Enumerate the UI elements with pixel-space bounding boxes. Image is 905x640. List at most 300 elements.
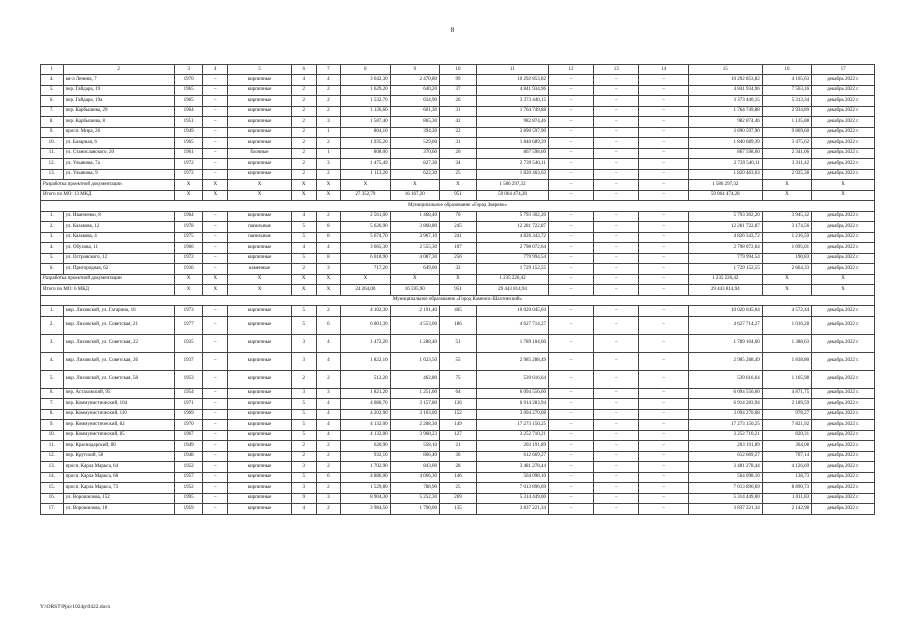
table-row bbox=[41, 138, 875, 149]
table-cell: 612 669,27 bbox=[476, 451, 548, 462]
table-cell: пер. Коммунистический, 82 bbox=[63, 420, 174, 431]
table-cell: – bbox=[639, 169, 688, 180]
table-cell: 539 616,64 bbox=[476, 370, 548, 388]
table-cell: 5 bbox=[291, 472, 316, 483]
table-cell: 24 264,00 bbox=[341, 285, 390, 296]
table-cell: 6 bbox=[316, 316, 341, 334]
table-cell: X bbox=[174, 180, 203, 191]
table-cell: 186 bbox=[439, 316, 476, 334]
table-cell: 3. bbox=[41, 232, 64, 243]
table-cell: 4 132,00 bbox=[341, 430, 390, 441]
table-cell: – bbox=[639, 420, 688, 431]
table-cell: декабрь 2022 г. bbox=[812, 399, 875, 410]
table-cell: 7 821,92 bbox=[762, 420, 811, 431]
table-cell: – bbox=[639, 106, 688, 117]
table-cell: 37 bbox=[439, 85, 476, 96]
table-cell: 14. bbox=[41, 472, 64, 483]
table-cell: X bbox=[203, 180, 228, 191]
table-cell: 55 bbox=[439, 352, 476, 370]
table-cell: – bbox=[639, 85, 688, 96]
table-cell: 30 bbox=[439, 451, 476, 462]
column-number: 2 bbox=[63, 65, 174, 75]
table-cell: – bbox=[594, 232, 639, 243]
table-cell: 5 bbox=[291, 253, 316, 264]
table-cell: 5 bbox=[291, 420, 316, 431]
table-cell: 951 bbox=[439, 190, 476, 201]
table-cell: кирпичные bbox=[228, 253, 292, 264]
table-cell: – bbox=[594, 264, 639, 275]
table-cell: – bbox=[548, 117, 593, 128]
table-cell: 1 820 463,63 bbox=[688, 169, 762, 180]
table-cell: – bbox=[594, 472, 639, 483]
table-cell: 26 bbox=[439, 96, 476, 107]
table-cell: 6 094 556,60 bbox=[476, 388, 548, 399]
table-cell: 2 341,06 bbox=[762, 148, 811, 159]
table-cell: – bbox=[639, 285, 688, 296]
column-number: 8 bbox=[341, 65, 390, 75]
table-cell: – bbox=[594, 159, 639, 170]
table-cell: – bbox=[548, 222, 593, 233]
table-cell: – bbox=[639, 399, 688, 410]
table-cell: X bbox=[341, 274, 390, 285]
table-cell: 99 bbox=[439, 75, 476, 86]
table-cell: 978,27 bbox=[762, 409, 811, 420]
table-cell: 1 840 689,39 bbox=[476, 138, 548, 149]
table-cell: 3 bbox=[316, 117, 341, 128]
table-row bbox=[41, 169, 875, 180]
table-cell: – bbox=[548, 211, 593, 222]
table-cell: кирпичные bbox=[228, 493, 292, 504]
table-cell: 10 020 045,04 bbox=[688, 306, 762, 317]
table-cell: 7 013 896,69 bbox=[476, 483, 548, 494]
table-cell: кирпичные bbox=[228, 96, 292, 107]
table-cell: 20 bbox=[439, 148, 476, 159]
table-cell: 820,31 bbox=[762, 430, 811, 441]
table-cell: декабрь 2022 г. bbox=[812, 222, 875, 233]
table-cell: X bbox=[203, 274, 228, 285]
table-cell: 564 098,10 bbox=[688, 472, 762, 483]
table-cell: 5 bbox=[291, 430, 316, 441]
table-cell: 5 bbox=[291, 232, 316, 243]
table-cell: декабрь 2022 г. bbox=[812, 127, 875, 138]
table-cell: 8 bbox=[316, 253, 341, 264]
table-cell: – bbox=[639, 253, 688, 264]
table-cell: – bbox=[639, 243, 688, 254]
table-row bbox=[41, 352, 875, 370]
table-cell: 1 113,20 bbox=[341, 169, 390, 180]
table-cell: декабрь 2022 г. bbox=[812, 243, 875, 254]
table-cell: ул. Обухова, 11 bbox=[63, 243, 174, 254]
table-cell: 601,30 bbox=[390, 106, 439, 117]
table-cell: 1967 bbox=[174, 430, 203, 441]
table-cell: 152 bbox=[439, 409, 476, 420]
table-cell: – bbox=[594, 117, 639, 128]
table-cell: декабрь 2022 г. bbox=[812, 493, 875, 504]
column-number: 1 bbox=[41, 65, 64, 75]
table-row bbox=[41, 117, 875, 128]
table-cell: 5 bbox=[291, 316, 316, 334]
table-cell: 22 bbox=[439, 127, 476, 138]
table-row bbox=[41, 504, 875, 515]
table-cell: декабрь 2022 г. bbox=[812, 441, 875, 452]
table-cell: 1 235 226,42 bbox=[476, 274, 548, 285]
table-cell: – bbox=[594, 253, 639, 264]
column-number: 5 bbox=[228, 65, 292, 75]
table-cell: декабрь 2022 г. bbox=[812, 388, 875, 399]
table-cell: 256 bbox=[439, 253, 476, 264]
table-cell: – bbox=[548, 127, 593, 138]
table-cell: 808,00 bbox=[341, 148, 390, 159]
table-cell: – bbox=[203, 472, 228, 483]
table-cell: – bbox=[203, 399, 228, 410]
table-cell: X bbox=[228, 190, 292, 201]
table-cell: каменные bbox=[228, 264, 292, 275]
table-cell: – bbox=[639, 274, 688, 285]
table-cell: 8. bbox=[41, 409, 64, 420]
table-cell: – bbox=[203, 75, 228, 86]
table-cell: 620,90 bbox=[341, 441, 390, 452]
table-cell: – bbox=[548, 334, 593, 352]
column-number: 12 bbox=[548, 65, 593, 75]
table-cell: кирпичные bbox=[228, 117, 292, 128]
table-cell: декабрь 2022 г. bbox=[812, 106, 875, 117]
table-cell: 1 790,60 bbox=[390, 504, 439, 515]
table-cell: 4 627 714,27 bbox=[476, 316, 548, 334]
table-cell: 3 bbox=[316, 493, 341, 504]
table-cell: – bbox=[594, 483, 639, 494]
table-cell: – bbox=[203, 306, 228, 317]
table-cell: кирпичные bbox=[228, 211, 292, 222]
table-cell: – bbox=[548, 430, 593, 441]
table-cell: 405 bbox=[439, 306, 476, 317]
table-cell: 70 bbox=[439, 211, 476, 222]
table-cell: 1952 bbox=[174, 483, 203, 494]
table-cell: кирпичные bbox=[228, 85, 292, 96]
table-cell: 866,40 bbox=[390, 451, 439, 462]
table-cell: 2 bbox=[316, 370, 341, 388]
table-cell: ул. Ворошилова, 152 bbox=[63, 493, 174, 504]
table-cell: 1957 bbox=[174, 472, 203, 483]
table-cell: 612 669,27 bbox=[688, 451, 762, 462]
table-cell: – bbox=[594, 451, 639, 462]
table-cell: 2 bbox=[291, 106, 316, 117]
table-cell: 2. bbox=[41, 222, 64, 233]
table-cell: просп. Карла Маркса, 68 bbox=[63, 472, 174, 483]
table-cell: декабрь 2022 г. bbox=[812, 420, 875, 431]
table-cell: пер. Гайдара, 19а bbox=[63, 96, 174, 107]
table-cell: 640,20 bbox=[390, 85, 439, 96]
table-cell: 5 793 302,20 bbox=[476, 211, 548, 222]
table-cell: 1949 bbox=[174, 441, 203, 452]
table-cell: – bbox=[203, 316, 228, 334]
table-cell: кирпичные bbox=[228, 420, 292, 431]
table-cell: 21 bbox=[439, 441, 476, 452]
table-row bbox=[41, 462, 875, 473]
table-cell: – bbox=[548, 180, 593, 191]
table-cell: 28 bbox=[439, 462, 476, 473]
table-cell: 1 165,98 bbox=[762, 370, 811, 388]
table-cell: X bbox=[341, 180, 390, 191]
table-cell: 1 388,63 bbox=[762, 334, 811, 352]
table-cell: X bbox=[291, 190, 316, 201]
table-cell: 2 739 540,11 bbox=[476, 159, 548, 170]
table-cell: 127 bbox=[439, 430, 476, 441]
table-cell: 3 bbox=[291, 388, 316, 399]
table-cell: 564 098,10 bbox=[476, 472, 548, 483]
table-cell: 1 532,70 bbox=[341, 96, 390, 107]
table-cell: 4 087,30 bbox=[390, 253, 439, 264]
table-cell: 2 739 540,11 bbox=[688, 159, 762, 170]
table-row bbox=[41, 399, 875, 410]
table-cell: декабрь 2022 г. bbox=[812, 211, 875, 222]
table-cell: 27 352,79 bbox=[341, 190, 390, 201]
table-cell: – bbox=[203, 138, 228, 149]
table-cell: – bbox=[639, 127, 688, 138]
table-cell: – bbox=[639, 75, 688, 86]
table-cell: – bbox=[548, 190, 593, 201]
table-cell: 4 bbox=[316, 334, 341, 352]
table-cell: – bbox=[548, 75, 593, 86]
table-cell: – bbox=[548, 243, 593, 254]
table-cell: 1965 bbox=[174, 138, 203, 149]
table-cell: 4 066,30 bbox=[390, 472, 439, 483]
table-cell: 2 142,98 bbox=[762, 504, 811, 515]
table-cell: кирпичные bbox=[228, 243, 292, 254]
table-cell: 5 bbox=[291, 409, 316, 420]
column-number: 14 bbox=[639, 65, 688, 75]
table-cell: – bbox=[594, 274, 639, 285]
table-cell: 1 702,90 bbox=[341, 462, 390, 473]
table-cell: 3 bbox=[316, 264, 341, 275]
column-number: 13 bbox=[594, 65, 639, 75]
table-cell: 2 bbox=[316, 96, 341, 107]
table-cell: 3 373 440,15 bbox=[688, 96, 762, 107]
table-cell: 6 001,30 bbox=[341, 316, 390, 334]
table-cell: декабрь 2022 г. bbox=[812, 306, 875, 317]
table-cell: 622,30 bbox=[390, 169, 439, 180]
table-cell: ул. Островского, 12 bbox=[63, 253, 174, 264]
table-cell: 1965 bbox=[174, 85, 203, 96]
table-cell: 4 841 934,96 bbox=[688, 85, 762, 96]
table-cell: 6 018,90 bbox=[341, 253, 390, 264]
section-heading-row bbox=[41, 295, 875, 306]
table-cell: панельные bbox=[228, 222, 292, 233]
table-cell: – bbox=[594, 399, 639, 410]
table-cell: 1. bbox=[41, 306, 64, 317]
table-cell: 3 968,23 bbox=[390, 430, 439, 441]
table-cell: – bbox=[548, 472, 593, 483]
table-cell: – bbox=[594, 316, 639, 334]
table-cell: 1 468,40 bbox=[390, 211, 439, 222]
table-cell: 1972 bbox=[174, 159, 203, 170]
table-cell: пер. Астаховский, 95 bbox=[63, 388, 174, 399]
table-cell: – bbox=[203, 462, 228, 473]
table-cell: 8. bbox=[41, 117, 64, 128]
table-cell: декабрь 2022 г. bbox=[812, 352, 875, 370]
table-cell: 3 642,30 bbox=[341, 75, 390, 86]
table-cell: 1959 bbox=[174, 504, 203, 515]
table-cell: – bbox=[548, 504, 593, 515]
table-cell: – bbox=[548, 253, 593, 264]
table-cell: – bbox=[594, 504, 639, 515]
table-cell: кирпичные bbox=[228, 409, 292, 420]
table-cell: 8 bbox=[316, 222, 341, 233]
table-cell: 1 135,88 bbox=[762, 117, 811, 128]
table-cell: 3 163,00 bbox=[390, 409, 439, 420]
table-cell: 4 bbox=[316, 399, 341, 410]
table-cell: 1949 bbox=[174, 127, 203, 138]
table-cell: 3 967,10 bbox=[390, 232, 439, 243]
table-cell: – bbox=[594, 388, 639, 399]
table-cell: 1973 bbox=[174, 306, 203, 317]
table-cell: 203 191,89 bbox=[688, 441, 762, 452]
table-cell: 2 bbox=[291, 451, 316, 462]
table-cell: X bbox=[316, 190, 341, 201]
table-cell: – bbox=[203, 117, 228, 128]
table-cell: 779 994,54 bbox=[688, 253, 762, 264]
table-cell: – bbox=[548, 148, 593, 159]
table-cell: 3 157,80 bbox=[390, 399, 439, 410]
table-cell: – bbox=[594, 85, 639, 96]
table-cell: – bbox=[203, 430, 228, 441]
table-cell: 1972 bbox=[174, 253, 203, 264]
table-cell: 982 874,46 bbox=[476, 117, 548, 128]
table-cell: 6. bbox=[41, 388, 64, 399]
table-cell: 1951 bbox=[174, 117, 203, 128]
table-cell: – bbox=[203, 243, 228, 254]
table-cell: – bbox=[203, 253, 228, 264]
table-cell: 2 798 072,64 bbox=[688, 243, 762, 254]
table-cell: – bbox=[548, 96, 593, 107]
table-cell: – bbox=[639, 409, 688, 420]
table-cell: – bbox=[639, 483, 688, 494]
table-cell: 5 314 449,00 bbox=[476, 493, 548, 504]
table-cell: ул. Пригородная, 62 bbox=[63, 264, 174, 275]
table-cell: Разработка проектной документации bbox=[41, 274, 175, 285]
table-cell: декабрь 2022 г. bbox=[812, 504, 875, 515]
table-cell: 4 bbox=[316, 430, 341, 441]
table-cell: декабрь 2022 г. bbox=[812, 117, 875, 128]
table-cell: 10 020 045,04 bbox=[476, 306, 548, 317]
table-cell: 7 013 896,69 bbox=[688, 483, 762, 494]
table-cell: 25 bbox=[439, 169, 476, 180]
table-cell: 241 bbox=[439, 232, 476, 243]
table-cell: пер. Карбышева, 8 bbox=[63, 117, 174, 128]
table-cell: – bbox=[203, 441, 228, 452]
table-cell: 788,90 bbox=[390, 483, 439, 494]
table-cell: – bbox=[203, 504, 228, 515]
table-cell: 10. bbox=[41, 430, 64, 441]
table-cell: 3 665,30 bbox=[341, 243, 390, 254]
table-cell: 1 623,50 bbox=[390, 352, 439, 370]
table-cell: 2 664,33 bbox=[762, 264, 811, 275]
table-cell: X bbox=[812, 190, 875, 201]
table-cell: 1 764 749,88 bbox=[476, 106, 548, 117]
table-cell: 245 bbox=[439, 222, 476, 233]
table-cell: декабрь 2022 г. bbox=[812, 370, 875, 388]
table-cell: 2 bbox=[316, 462, 341, 473]
table-cell: 2 bbox=[291, 96, 316, 107]
table-cell: 29 443 814,94 bbox=[688, 285, 762, 296]
table-cell: пер. Коммунистический, 85 bbox=[63, 430, 174, 441]
table-row bbox=[41, 264, 875, 275]
table-cell: 2 bbox=[316, 483, 341, 494]
table-cell: – bbox=[594, 306, 639, 317]
table-cell: – bbox=[203, 493, 228, 504]
table-cell: 10. bbox=[41, 138, 64, 149]
table-cell: 1 789 104,60 bbox=[688, 334, 762, 352]
table-cell: 4 bbox=[316, 243, 341, 254]
table-cell: 1. bbox=[41, 211, 64, 222]
table-cell: ул. Ульянова, 7а bbox=[63, 159, 174, 170]
table-cell: 1977 bbox=[174, 316, 203, 334]
table-cell: – bbox=[639, 504, 688, 515]
table-cell: – bbox=[548, 274, 593, 285]
table-cell: 2 191,40 bbox=[390, 306, 439, 317]
table-cell: – bbox=[639, 441, 688, 452]
table-cell: пер. Краснодарский, 80 bbox=[63, 441, 174, 452]
table-cell: 3. bbox=[41, 334, 64, 352]
table-cell: мкр. Лиховской, ул. Советская, 26 bbox=[63, 352, 174, 370]
table-cell: – bbox=[639, 222, 688, 233]
table-cell: 2 189,59 bbox=[762, 399, 811, 410]
table-cell: – bbox=[639, 388, 688, 399]
table-cell: 12 281 722,87 bbox=[476, 222, 548, 233]
table-cell: блочные bbox=[228, 148, 292, 159]
table-cell: 2 925,38 bbox=[762, 169, 811, 180]
table-cell: 11. bbox=[41, 441, 64, 452]
table-cell: 1 472,20 bbox=[341, 334, 390, 352]
table-cell: – bbox=[639, 352, 688, 370]
table-cell: 3 837 221,34 bbox=[688, 504, 762, 515]
table-cell: 649,00 bbox=[390, 264, 439, 275]
table-cell: 4 bbox=[291, 211, 316, 222]
table-cell: – bbox=[594, 75, 639, 86]
section-heading: Муниципальное образование «Город Каменск-Шахтинский» bbox=[41, 295, 875, 306]
table-cell: 3 890 597,90 bbox=[688, 127, 762, 138]
table-cell: 3 094 270,08 bbox=[476, 409, 548, 420]
table-cell: 16 595,90 bbox=[390, 285, 439, 296]
table-cell: декабрь 2022 г. bbox=[812, 472, 875, 483]
table-cell: 529,60 bbox=[390, 138, 439, 149]
table-cell: 1 bbox=[316, 148, 341, 159]
table-cell: X bbox=[812, 285, 875, 296]
table-cell: 4 bbox=[291, 75, 316, 86]
table-cell: 843,60 bbox=[390, 462, 439, 473]
table-cell: – bbox=[594, 180, 639, 191]
table-cell: кирпичные bbox=[228, 483, 292, 494]
table-cell: 1965 bbox=[174, 96, 203, 107]
table-cell: – bbox=[548, 85, 593, 96]
table-cell: 6. bbox=[41, 264, 64, 275]
table-cell: 1 729 152,55 bbox=[688, 264, 762, 275]
table-cell: X bbox=[291, 285, 316, 296]
table-cell: – bbox=[203, 222, 228, 233]
table-cell: – bbox=[639, 232, 688, 243]
table-row bbox=[41, 148, 875, 159]
table-cell: X bbox=[316, 180, 341, 191]
table-cell: 3 252 710,21 bbox=[476, 430, 548, 441]
table-cell: 203 191,89 bbox=[476, 441, 548, 452]
table-cell: – bbox=[203, 232, 228, 243]
table-row bbox=[41, 243, 875, 254]
column-number: 7 bbox=[316, 65, 341, 75]
table-cell: – bbox=[203, 420, 228, 431]
table-row bbox=[41, 472, 875, 483]
table-cell: кирпичные bbox=[228, 159, 292, 170]
section-heading-row bbox=[41, 201, 875, 212]
table-cell: – bbox=[639, 159, 688, 170]
